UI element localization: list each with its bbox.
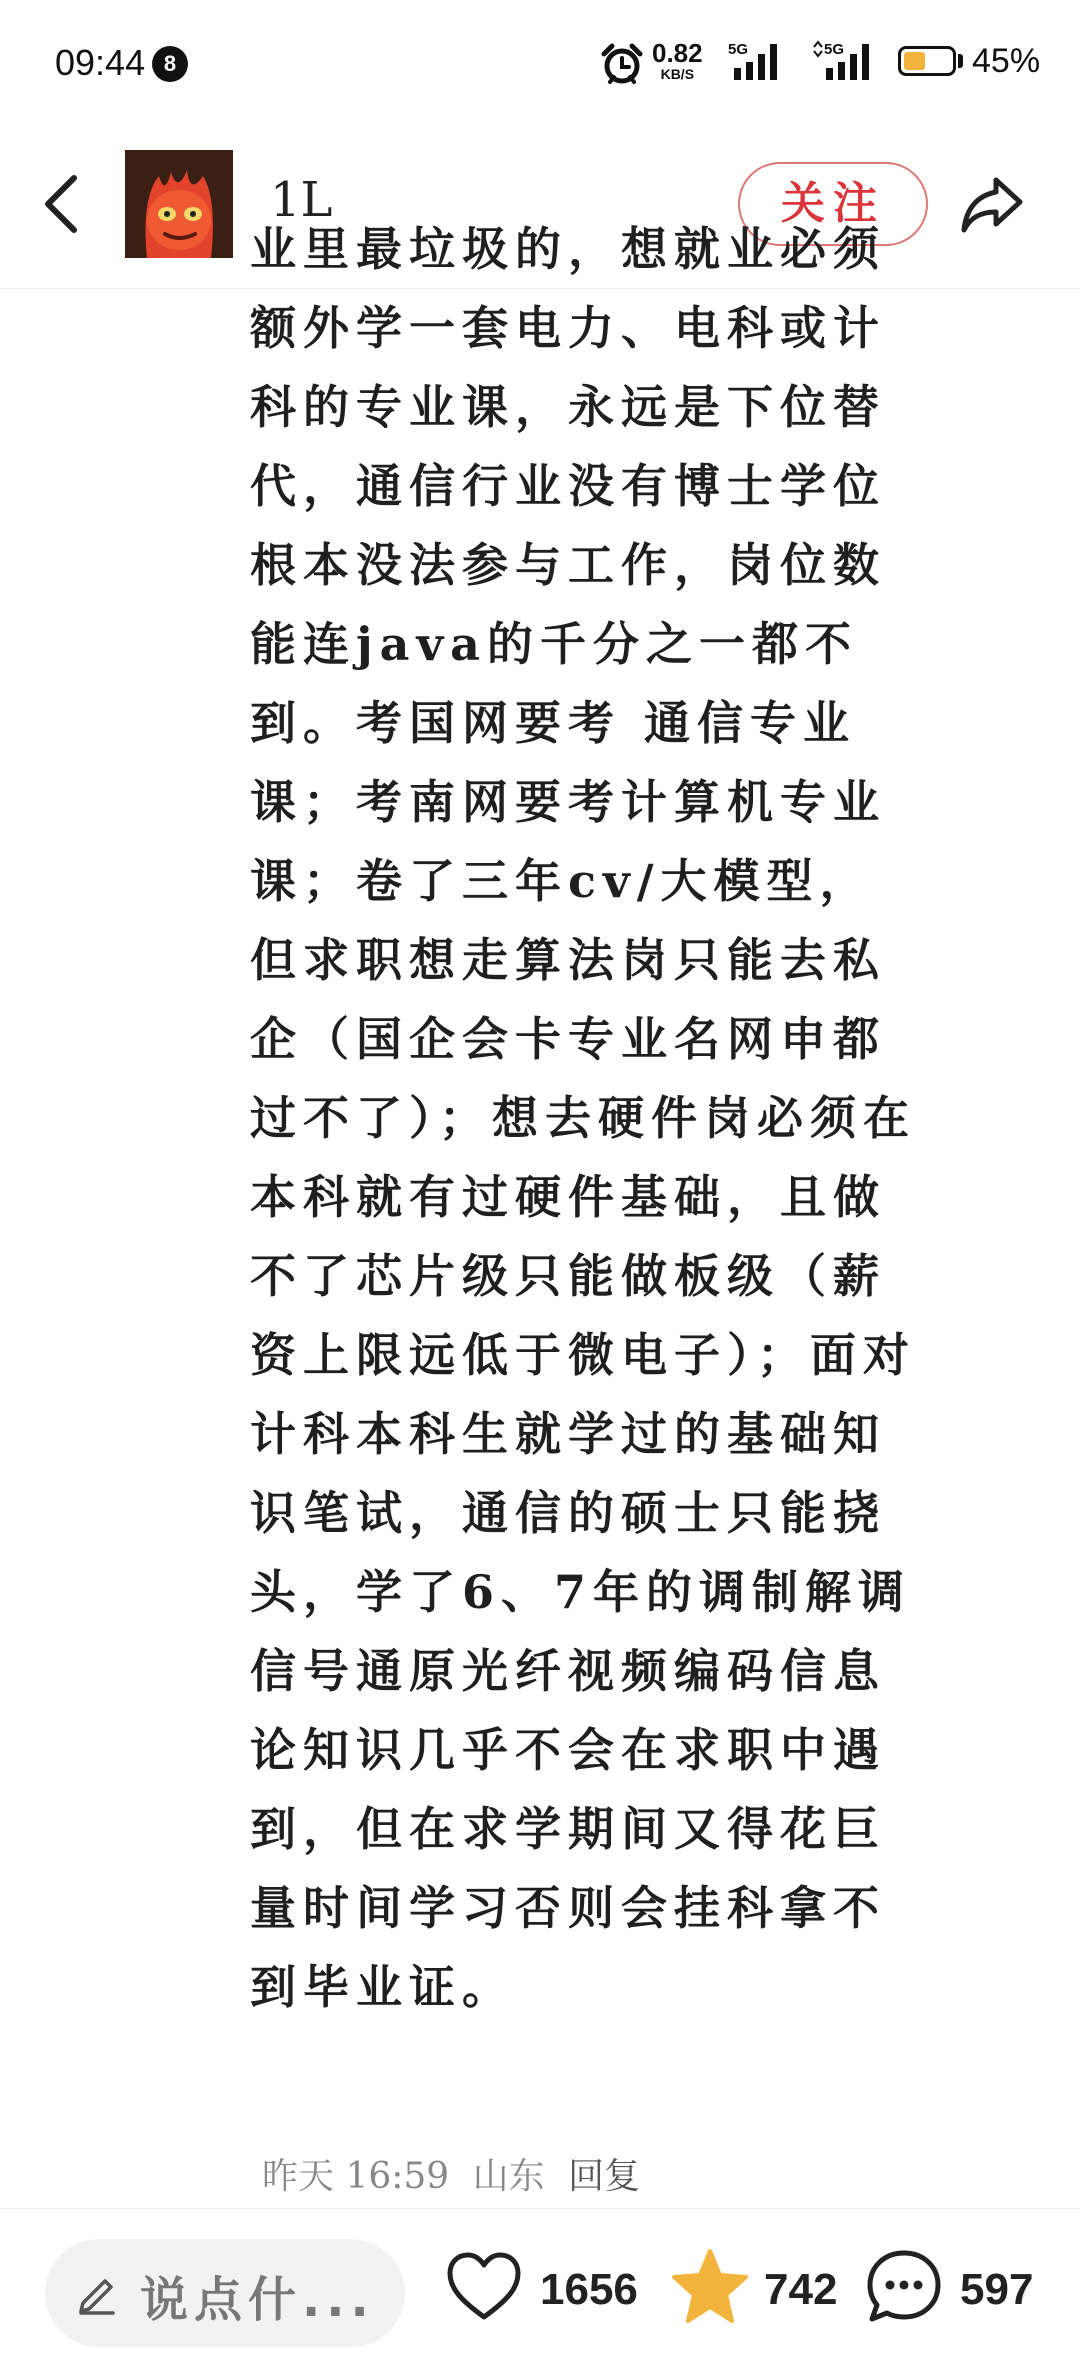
follow-button[interactable]: 关注 [738,162,928,246]
share-icon[interactable] [958,170,1028,240]
battery-level [904,52,925,70]
signal1-label: 5G [728,41,749,58]
username[interactable]: 1L [270,172,333,228]
signal-5g-data-icon [810,40,880,82]
post-content [0,222,1080,2208]
battery-tip [958,54,963,68]
like-count: 1656 [540,2265,638,2314]
comment-placeholder: 说点什... [140,2272,375,2328]
comment-input[interactable] [45,2239,405,2347]
signal-5g-icon [728,40,788,82]
bottom-action-bar [0,2208,1080,2377]
notification-badge: 8 [152,46,188,82]
battery-percent: 45% [972,42,1041,80]
battery-icon [898,46,956,76]
comment-count: 597 [960,2265,1034,2314]
status-indicators [600,36,1080,92]
post-time: 昨天 16:59 [262,2156,450,2197]
favorite-count: 742 [764,2265,838,2314]
favorite-button[interactable] [668,2245,838,2341]
comment-bubble-icon [862,2245,946,2329]
pencil-icon [75,2271,119,2315]
back-arrow-icon[interactable] [38,168,86,240]
heart-icon [442,2245,526,2329]
status-time: 09:44 [55,42,146,83]
star-icon [668,2245,752,2329]
status-bar [0,0,1080,130]
reply-link[interactable]: 回复 [568,2156,641,2197]
avatar[interactable] [125,150,233,258]
post-location: 山东 [472,2156,545,2197]
avatar-image [125,150,233,258]
alarm-clock-icon [600,42,644,86]
post-body-text: 业里最垃圾的，想就业必须额外学一套电力、电科或计科的专业课，永远是下位替代，通信行业没有博士学位根本没法参与工作，岗位数能连java的千分之一都不到。考国网要考 通信专业课；考南网要考计算机专业课；卷了三年cv/大模型，但求职想走算法岗只能去私企（国企会卡专业名网申都过不了）；想去硬件岗必须在本科就有过硬件基础，且做不了芯片级只能做板级（薪资上限远低于微电子）；面对计科本科生就学过的基础知识笔试，通信的硕士只能挠头，学了6、7年的调制解调信号通原光纤视频编码信息论知识几乎不会在求职中遇到，但在求学期间又得花巨量时间学习否则会挂科拿不到毕业证。 [250,222,916,2014]
network-speed [652,40,703,82]
like-button[interactable] [442,2245,638,2341]
network-speed-value: 0.82 [652,38,703,68]
post-meta [262,2148,652,2199]
comment-button[interactable] [862,2245,1034,2341]
signal2-label: 5G [824,41,845,58]
network-speed-unit: KB/S [660,66,695,82]
